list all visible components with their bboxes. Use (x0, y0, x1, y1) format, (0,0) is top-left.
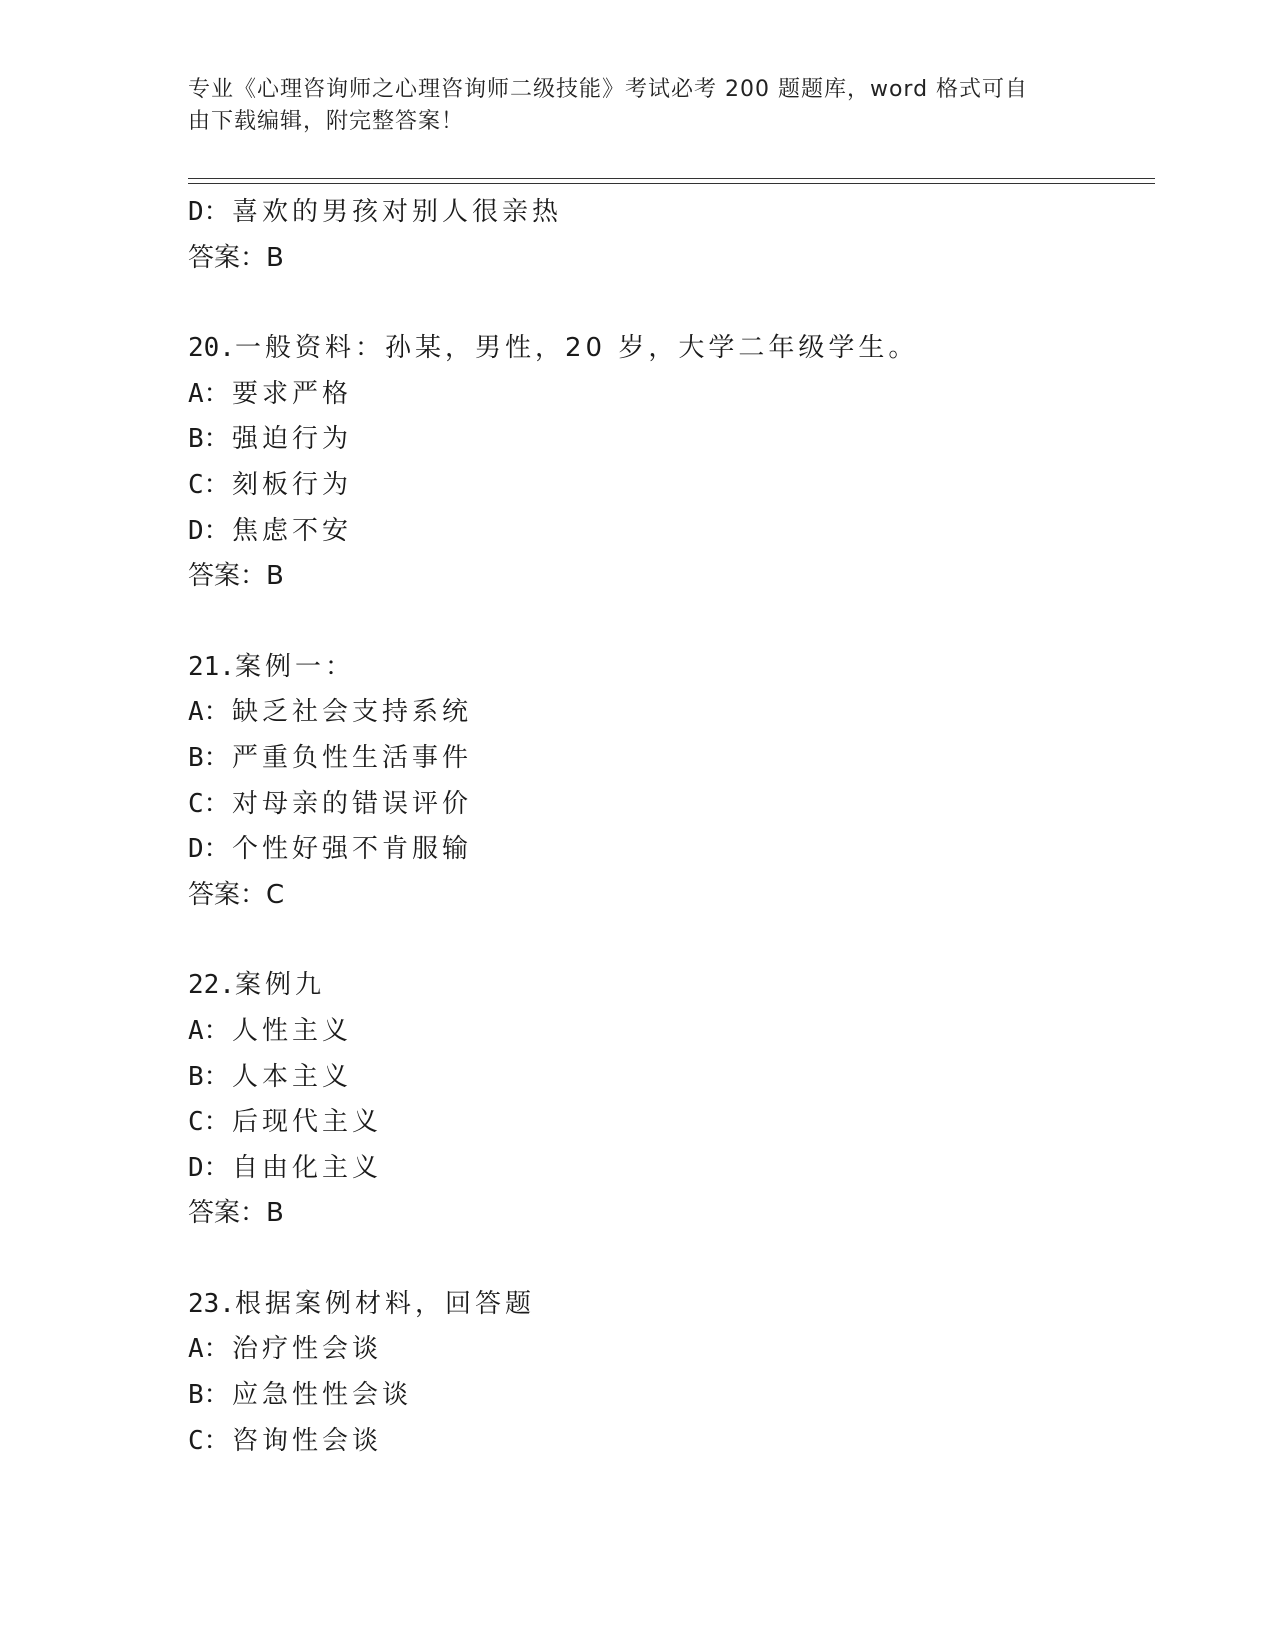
header-line-2: 由下载编辑，附完整答案！ (188, 109, 465, 134)
question-number: 21. (188, 651, 235, 682)
answer-value: B (266, 242, 284, 273)
answer-line (188, 236, 1148, 282)
option-letter: A： (188, 1015, 230, 1046)
option-letter: C： (188, 1425, 230, 1456)
option-text: 个性好强不肯服输 (232, 834, 473, 865)
option-letter: B： (188, 1380, 230, 1411)
document-header (188, 74, 1078, 138)
question-number: 20. (188, 333, 235, 364)
option-letter: D： (188, 197, 230, 227)
answer-label: 答案： (188, 561, 267, 592)
answer-value: B (266, 1198, 284, 1229)
answer-option (188, 190, 1148, 236)
block-spacer (188, 918, 1148, 963)
answer-option (188, 1146, 1148, 1192)
question-block (188, 963, 1148, 1282)
answer-option (188, 690, 1148, 736)
question-block (188, 190, 1148, 326)
option-letter: B： (188, 1061, 230, 1092)
option-text: 自由化主义 (232, 1152, 383, 1183)
question-text: 一般资料：孙某，男性，20 岁，大学二年级学生。 (234, 333, 919, 364)
option-text: 应急性性会谈 (232, 1380, 413, 1411)
header-line-1: 专业《心理咨询师之心理咨询师二级技能》考试必考 200 题题库，word 格式可自 (188, 77, 1029, 102)
question-stem (188, 1282, 1148, 1328)
question-list (188, 190, 1148, 1464)
option-letter: D： (188, 1152, 230, 1183)
answer-line (188, 873, 1148, 919)
question-stem (188, 645, 1148, 691)
option-text: 强迫行为 (232, 424, 353, 455)
answer-option (188, 736, 1148, 782)
option-text: 治疗性会谈 (232, 1334, 383, 1365)
answer-label: 答案： (188, 1198, 267, 1229)
option-text: 喜欢的男孩对别人很亲热 (232, 197, 563, 227)
answer-value: C (266, 879, 285, 910)
option-letter: D： (188, 515, 230, 546)
header-rule-bottom (188, 183, 1155, 184)
answer-value: B (266, 561, 284, 592)
answer-option (188, 1419, 1148, 1465)
answer-option (188, 1055, 1148, 1101)
question-text: 根据案例材料，回答题 (234, 1288, 535, 1319)
option-text: 严重负性生活事件 (232, 742, 473, 773)
answer-line (188, 1191, 1148, 1237)
answer-option (188, 1009, 1148, 1055)
header-rule-top (188, 178, 1155, 179)
answer-option (188, 827, 1148, 873)
question-block (188, 1282, 1148, 1464)
answer-option (188, 1100, 1148, 1146)
question-text: 案例九 (234, 970, 325, 1001)
option-text: 焦虑不安 (232, 515, 353, 546)
block-spacer (188, 281, 1148, 326)
answer-line (188, 554, 1148, 600)
answer-option (188, 372, 1148, 418)
option-letter: A： (188, 1334, 230, 1365)
option-text: 人性主义 (232, 1015, 353, 1046)
answer-label: 答案： (188, 879, 267, 910)
block-spacer (188, 600, 1148, 645)
option-text: 缺乏社会支持系统 (232, 697, 473, 728)
question-block (188, 645, 1148, 964)
answer-label: 答案： (188, 242, 267, 273)
answer-option (188, 509, 1148, 555)
option-text: 刻板行为 (232, 469, 353, 500)
answer-option (188, 1373, 1148, 1419)
option-text: 咨询性会谈 (232, 1425, 383, 1456)
question-stem (188, 963, 1148, 1009)
question-number: 22. (188, 970, 235, 1001)
option-text: 人本主义 (232, 1061, 353, 1092)
option-text: 要求严格 (232, 378, 353, 409)
option-text: 对母亲的错误评价 (232, 788, 473, 819)
question-number: 23. (188, 1288, 235, 1319)
question-text: 案例一： (234, 651, 355, 682)
question-block (188, 326, 1148, 645)
answer-option (188, 463, 1148, 509)
option-letter: A： (188, 378, 230, 409)
option-letter: A： (188, 697, 230, 728)
option-letter: C： (188, 1107, 230, 1138)
option-letter: C： (188, 788, 230, 819)
answer-option (188, 1327, 1148, 1373)
answer-option (188, 417, 1148, 463)
option-letter: B： (188, 424, 230, 455)
question-stem (188, 326, 1148, 372)
option-letter: C： (188, 469, 230, 500)
block-spacer (188, 1237, 1148, 1282)
option-letter: D： (188, 834, 230, 865)
option-letter: B： (188, 742, 230, 773)
option-text: 后现代主义 (232, 1107, 383, 1138)
answer-option (188, 782, 1148, 828)
